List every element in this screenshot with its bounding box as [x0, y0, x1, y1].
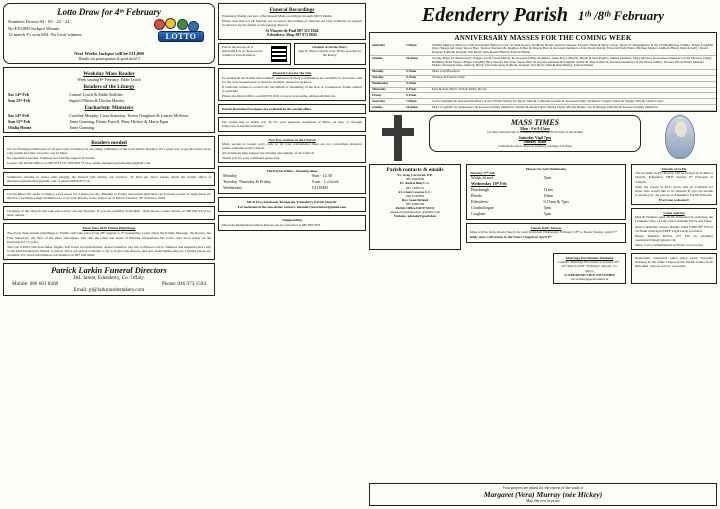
pilgrimage-panel [3, 223, 215, 260]
lenten-masses-title: Lenten Daily Masses [530, 226, 562, 231]
funeral-directors-address: JKL Street, Edenderry, Co. Offaly. [73, 275, 145, 282]
ash-place: Edenderry [471, 198, 489, 204]
lotto-thanks: Thanks for participation & good luck!!! [78, 57, 140, 61]
come-and-see-p1: Men & Women, aged 18-40, interested in exploring the Carmelite Way of Life with Carmelite Friars and Nuns. [635, 215, 713, 224]
anniv-names: Paul & Josie Ryan; Tom & Molly Dwyer [430, 87, 716, 93]
ash-place: Walsh Island [471, 174, 493, 180]
readers-needed-title: Readers needed [91, 140, 127, 146]
newsletter-contact: For inclusion in the newsletter contact: edenderrynewsletter@gmail.com [237, 205, 347, 210]
office-hours-day: Monday [223, 172, 237, 178]
safeguarding-panel [218, 215, 366, 230]
pp-phone: 087 9402669 [405, 177, 425, 182]
bus-escort-panel [3, 189, 215, 203]
anniv-time: 10.00am [404, 105, 430, 111]
readers-panel [3, 67, 215, 133]
cc2-name: Fr. Liam Lawton C.C. [398, 189, 432, 194]
anniv-names: Lucia Cummins & deceased members of the O'Neill family; Ita Ryall; John & Catherine Grattan & deceased family members; Joseph, Annie & Stanley Smyth; Linda Coyne [430, 99, 716, 105]
ash-time: 9.15am & 7pm [543, 198, 569, 204]
office-hours-day: Wednesday [223, 184, 243, 190]
minister-date: Sun 15ᵗʰ Feb [8, 118, 31, 124]
pastoral-care-p1: Fr. Andrei & our Parish extraordinary ministers of Holy Communion are available to do house calls for the sick, housebound or those in hospital, please let us know. [222, 75, 362, 84]
readers-needed-p3: Contact the Parish Office on 046 9733 311, 086 858 5714 or email edenderryparishcentre@gmail.com. [7, 161, 152, 166]
ash-wednesday-table [470, 175, 622, 217]
funeral-directors-ad [3, 263, 215, 296]
anniversary-table [370, 43, 716, 111]
office-hours-time: 9am - 12.30 [311, 172, 332, 178]
pay-stations-panel [218, 135, 366, 164]
volunteer-bell-text: Volunteers needed to assist with ringing the funeral bell during our services. To find our more please email the parish office at edenderryparishcentre@gmail.com or phone 086 858 5714. [7, 174, 211, 183]
lotto-ball-icon [154, 19, 165, 30]
table-row [370, 105, 716, 111]
pilgrimage-p2: The cost is €915 which includes, flights, half board accommodation, airport transfers, day trip to Balasar, trip to Valinhos and Adjustrel and a trip to the Irish Dominican Sisters' Convent. There are places available to fly to from Cork Airport, and also from Dublin Airport. Limited places are available. For more information call Damien on 087 204 9048. [7, 244, 211, 257]
ash-place: Rhode [471, 192, 482, 198]
anniv-time: 9.15am [404, 87, 430, 93]
office-hours-panel [218, 166, 366, 194]
cc2-phone: 046 9738863 [405, 193, 425, 198]
minister-names: Caroline Murphy, Ciara Staunton, Teresa Naughton & Lauren McKeon [69, 112, 189, 118]
anniv-day: Sunday [370, 105, 404, 111]
ash-time: 10am [543, 192, 553, 198]
rest-in-peace: May She rest in peace [525, 499, 561, 503]
facebook-title: MCN Live Facebook/ Instagram 'Edenderry Parish Church' [246, 200, 338, 205]
parish-contacts-panel [369, 164, 461, 250]
ash-time: 7pm [543, 204, 551, 210]
mass-times-title: MASS TIMES [510, 118, 560, 128]
eucharistic-title: Eucharistic Ministers [84, 105, 134, 111]
parish-website[interactable]: Website: edenderryparish.ie [393, 214, 437, 219]
volunteer-bell-panel [3, 172, 215, 186]
reader-names: Ingrid O'Brien & Declan Manley [69, 97, 125, 103]
confessions-note: Confessions before Mass on Saturday evenings at 6-30pm [497, 143, 573, 148]
divine-mercy-text: 3pm St. Mary's Church every Friday preceded by the Rosary [298, 49, 362, 57]
ash-time: 7pm [543, 210, 551, 216]
come-and-see-p3[interactable]: Please Register Before 25ᵗʰ Feb by emailing opendays3vilas@ gmail.com [635, 233, 713, 242]
table-row [470, 211, 622, 217]
adoration-text: Eucharistic Adoration takes place every Saturday morning in the Nuns Chapel in the Parish Centre from 9am until 12noon. All are welcome! [635, 256, 713, 269]
table-row [370, 56, 716, 69]
pay-stations-p1: Many people no longer carry cash, so for your convenience there are two contactless donation points available in the Church. [222, 141, 362, 150]
lotto-line: No €10,000 Jackpot Winner [8, 25, 60, 31]
pay-stations-p3: Thank you for your continued generosity. [222, 156, 281, 160]
lotto-ball-icon [177, 19, 188, 30]
pay-stations-title: New Pay stations in the Church [268, 137, 316, 142]
ash-wednesday-title: Masses for Ash Wednesday [525, 167, 567, 172]
pastoral-care-panel [218, 68, 366, 101]
anniversary-masses-panel [369, 32, 717, 112]
ash-wednesday-subtitle: Tuesday 17ᵗʰ Feb [470, 171, 496, 176]
come-and-see-panel [631, 208, 717, 250]
parish-office-email[interactable]: edenderryparishcentre @gmail.com [389, 210, 441, 215]
lotto-wordmark: LOTTO [158, 31, 204, 42]
st-pio-title: Friends of St Pio [661, 167, 687, 172]
st-pio-p2: After the rosary St Pio's glove will be available for those who would like to be blessed. If you are unable to attend you can join us on Edenderry Parish Webcam. [635, 184, 713, 197]
ash-subheader: Wednesday 18ᵗʰ Feb [471, 180, 507, 186]
diocese-follow-panel [218, 43, 291, 65]
masthead [369, 3, 717, 29]
lotto-logo [152, 19, 210, 49]
readers-needed-p2: No experience needed. Training and friendly support provided. [7, 156, 96, 161]
anniv-day: Saturday [370, 43, 404, 56]
lotto-panel [3, 3, 215, 64]
readers-needed-panel [3, 136, 215, 169]
safeguarding-text: Diocesan Designated Liaison Person can be contacted at 085 8021633 [222, 223, 321, 228]
mass-times-panel [429, 115, 641, 151]
middle-column [218, 3, 366, 506]
prayers-panel [369, 483, 717, 506]
weekday-reader-line: Week starting 8ᵗʰ February: Eddie Lynch [77, 78, 141, 82]
kandle-donate-text: We would like to thank you all for your generous donations at Mass, on line, or through https://www.kandle.ie/donate/ [222, 120, 362, 129]
anniv-names: Mass Card Bouquets [430, 69, 716, 75]
deceased-name: Margaret (Vera) Murray (née Hickey) [483, 490, 603, 499]
pilgrimage-title: Totus Tuus 2026 Fatima Pilgrimage [82, 226, 136, 231]
come-and-see-p2: Avila Carmelite Centre, Dublin, DO4 VF66 28ᵗʰ Feb at 10:30am until 4pm FREE Light lunch provided. [635, 224, 713, 233]
st-pio-p1: The monthly St Pio Rosary will be recited in St Mary's Church, Edenderry THIS Sunday 8ᵗʰ February at 3.30pm. [635, 171, 713, 184]
cc1-phone: 087 1838131 [405, 185, 425, 190]
right-column [369, 3, 717, 506]
anniv-names: George Daly, 1st Anniversary; Peggie Joe & Owen Murray & deceased family members; Anne & Ivy Mulvin; Breda & Ned Pender; Johnny Delaney; Mary Mooney & deceased members of the Mooney family, Ballinlig; Peter Weyer; Brigie Loughlin (Nee Nolan), her sister Teresa Barr & Teresas' husband & daughter Arthur & Sharon Barr & deceased members of the Nolan family; Edward (Ned) Ennis; Michael Maher; Doreen Kenna; Anthony Hurst; David Keegan; Eamonn, Keegan; Jim Ryall; John & Ann Hanley; Eamon Dunne [430, 56, 716, 69]
anniv-time: 10.00am [404, 56, 430, 69]
pastoral-care-p2: If someone wishes to receive the Sacrament of Anointing of the sick or Confession, Father Andrei is available. [222, 84, 362, 93]
anniv-day: Sunday [370, 56, 404, 69]
parish-contacts-title: Parish contacts & emails [386, 167, 444, 174]
anniv-time: 9.15am [404, 81, 430, 87]
lenten-masses-note: Daily mass will return to the Nun's Chapel on April 6ᵗʰ. [470, 235, 553, 240]
pay-stations-p2: All donations help support the running and upkeep of our Church. [222, 150, 315, 155]
anniv-day: Wednesday [370, 81, 404, 87]
lotto-line: 12 match 3's won €84. No local winners [8, 32, 82, 38]
anniv-day: Thursday [370, 87, 404, 93]
readers-needed-p1: We are inviting parishioners of all ages with an interest in becoming a Minister of the word (Mass Reader). It's a great way to get involved, serve your parish and take an active role in Mass. [7, 147, 211, 156]
pastoral-care-title: Pastoral Care for the Sick [272, 71, 312, 76]
funeral-recordings-panel [218, 3, 366, 40]
left-pair [369, 253, 551, 284]
st-pio-welcome: Everyone welcome!! [658, 198, 690, 203]
mass-times-weekday-note: (no daily mass the day of a funeral except for the first Friday of the month) [487, 130, 583, 135]
anniv-time: 9.15am [404, 69, 430, 75]
readers-table [7, 91, 211, 103]
safeguarding-title: Safeguarding [281, 218, 303, 223]
cc1-name: Fr. Andrei Blaj C.C. [399, 181, 431, 186]
donation-envelopes-text: Parish Donation Envelopes are available in the parish office. [222, 107, 313, 112]
svp-contact: St Vincent de Paul 087 313 1844 [265, 29, 319, 34]
marriage-encounter-title: Marriage Enrichment Weekend [565, 256, 614, 261]
pilgrimage-p1: The Totus Tuus annual pilgrimage to Fatima will take place from 28ᵗʰ August to 4ᵗʰ September. Learn about the Fatima Message, the Rosary, the First Saturdays, the lives of the three visionaries, and visit the tomb and home of Blessed Alexandrina Da Costa, who lived solely on the Eucharist for 13 years. [7, 231, 211, 244]
lotto-line: Numbers Drawn 04 - 05 - 22 - 24 [8, 19, 70, 24]
pp-name: Fr. Greg Corcoran, P.P. [397, 173, 433, 178]
mass-times-saturday: Saturday Vigil 7pm [518, 135, 552, 140]
marriage-encounter-website[interactable]: www.marriageencounter.ie [570, 276, 609, 281]
lotto-next-jackpot: Next Weeks Jackpot will be €11,000 [74, 51, 144, 56]
ash-time: 7pm [543, 174, 551, 180]
ash-place: Clonbullogue [471, 204, 494, 210]
anniv-names: Mary Loughlin 1st Anniversary & deceased family members; Charlie & Annie Flynn; Benny Flynn; Phyllis Dunne; Joe & Bridget O'Reilly & deceased family members; [430, 105, 716, 111]
funeral-directors-email: Email: pl@larkinundertakers.com [73, 287, 145, 294]
office-hours-table [222, 173, 362, 191]
eucharistic-table [7, 112, 211, 130]
divine-mercy-title: Chaplets of Devine Mercy [312, 45, 348, 50]
church-cleaning-panel [3, 206, 215, 220]
reader-date: Sun 15ᵗʰ Feb [8, 97, 31, 103]
office-hours-time: 9 am - 1 o'clock [311, 178, 339, 184]
parish-office-phone: Parish Office 046 9733311 [395, 206, 435, 211]
ash-time: 11am [543, 186, 553, 192]
office-hours-title: The Parish Office - Opening times [266, 169, 318, 174]
newsletter-date: 1ᵗʰ /8ᵗʰ February [578, 7, 665, 23]
bus-escort-text: Clocha Rince NS seeks to employ a bus escort for 2 hours per day, Monday to Friday. Interested applicants can forward a letter of application via email to clocharince16@clocharince.ie or by post directly to the school on or before Tuesday 10ᵗʰ February 2026. [7, 191, 211, 200]
reader-date: Sat 14ᵗʰ Feb [8, 91, 30, 97]
divine-mercy-panel [294, 43, 367, 65]
funeral-recordings-p2: Please note that not all funerals are recorded. Recordings of funerals are only available on request in advance by the family or the funeral director. [222, 19, 362, 28]
table-row [370, 43, 716, 56]
come-and-see-links[interactable]: Nuns: www.carmelitenuns.ie Friars: www.ocd.ie [635, 243, 704, 248]
deacon-name: Rev. Sean Ryland [401, 197, 429, 202]
minister-names: Anne Gunning, Elaine Farrell, Mary Hickey & Maria Egan [69, 118, 169, 124]
anniv-day: Friday [370, 93, 404, 99]
facebook-panel [218, 197, 366, 212]
donation-envelopes-panel [218, 104, 366, 114]
minister-date: Ofalia House [8, 124, 32, 130]
anniv-time: 9.15am [404, 75, 430, 81]
anniv-day: Tuesday [370, 75, 404, 81]
funeral-recordings-p1: Edenderry Parish can now offer funeral Mass recordings through MCN Media. [222, 14, 333, 18]
shop-contact: Edenderry Shop 087 973 8845 [267, 33, 317, 38]
anniv-names: Months Memory Mass for John Kavanagh; Helen Crowe 1st Anniversary; Kathleen Nolan; Austin Grennan; Thomas, Ellen & Mary Carey; Teresa O' Shaughnessy & the O'Shaughnessy Family; Brigie Loughlin (Nee Nolan), her sister Teresa Barr, Teresas' husband & daughter Arthur & Sharon Barr & deceased members of the Nolan family; Edward (Ned) Ennis; Michael Maher; Anthony Hurst; Patrick Kelly; David Keegan; Eamonn Keegan; Jim Ryall; John & Ann Hanley; Eamon Dunne [430, 43, 716, 56]
st-pio-panel [631, 164, 717, 205]
anniv-time: 7.00pm [404, 43, 430, 56]
lotto-title: Lotto Draw for 4ᵗʰ February [57, 7, 161, 17]
parish-name: Edenderry Parish [421, 4, 569, 26]
table-row [222, 185, 362, 191]
mass-times-sunday: Sunday 10am [523, 139, 547, 144]
anniv-time: 7.00pm [404, 99, 430, 105]
minister-names: Anne Gunning [69, 124, 94, 130]
deacon-phone: 087 9486769 [405, 202, 425, 207]
prayers-title: Your prayers are asked for the repose of the souls of [502, 486, 584, 490]
anniv-time: 9.15am [404, 93, 430, 99]
readers-title: Readers of the Liturgy [83, 84, 135, 90]
minister-date: Sat 14ᵗʰ Feb [8, 112, 30, 118]
lenten-masses-text: Mass will be in the main Church for Lent from Ash Wednesday, February 18ᵗʰ to Easter Sunday, April 5ᵗʰ [470, 230, 617, 235]
mary-statue-image [643, 115, 717, 159]
marriage-encounter-panel [553, 253, 626, 284]
table-row [7, 124, 211, 130]
funeral-directors-mobile: Mobile: 086 601 8260 [12, 281, 59, 288]
marriage-encounter-tagline: A WEEKEND LIKE NO OTHER [564, 272, 615, 277]
marriage-encounter-text: Catholic Marriage Encounter in Ireland 20ᵗʰ - 22ᵗʰ March 2026 "St Marys" Knock, Co. Mayo [557, 260, 622, 273]
anniv-day: Monday [370, 69, 404, 75]
church-cleaning-text: Cleaning of the Church will take place every second Tuesday. If you are available from 6pm - 8pm please contact Karen on 086 082 6174 for more details. [7, 209, 211, 218]
pastoral-care-p3: Phone the Parish Office on 046 973 3311 to leave your name, address & Dnicole. [222, 94, 336, 98]
kandle-donate-panel [218, 117, 366, 131]
lenten-masses-panel [466, 223, 626, 242]
come-and-see-title: Come and See [663, 211, 685, 216]
funeral-recordings-title: Funeral Recordings [269, 7, 315, 13]
ash-wednesday-panel [466, 164, 626, 220]
table-row [7, 97, 211, 103]
reader-names: Carmel Lynch & Eddie Kelliher [69, 91, 123, 97]
office-hours-day: Tuesday, Thursday & Friday [223, 178, 271, 184]
diocese-follow-text: Follow the diocese on X @KANDLE.ie or check out the website at www.Kandle.ie [222, 45, 263, 57]
cross-image [369, 115, 427, 161]
adoration-panel [631, 253, 717, 284]
ash-place: Croghan [471, 210, 486, 216]
left-column [3, 3, 215, 506]
funeral-directors-phone: Phone: 046 973 1594 [161, 281, 206, 288]
lotto-ball-icon [165, 18, 176, 29]
office-hours-time: CLOSED [311, 184, 329, 190]
anniv-names: Thomas & Frances Daly [430, 75, 716, 81]
anniv-day: Saturday [370, 99, 404, 105]
weekday-reader-title: Weekday Mass Reader [83, 71, 135, 77]
ash-place: Bracknagh [471, 186, 490, 192]
anniversary-title: ANNIVERSARY MASSES FOR THE COMING WEEK [454, 34, 632, 42]
right-subcolumn [631, 164, 717, 250]
mass-times-weekday: Mon - Fri 9:15am [520, 127, 550, 132]
funeral-directors-name: Patrick Larkin Funeral Directors [51, 266, 167, 276]
qr-code-icon [271, 46, 287, 62]
